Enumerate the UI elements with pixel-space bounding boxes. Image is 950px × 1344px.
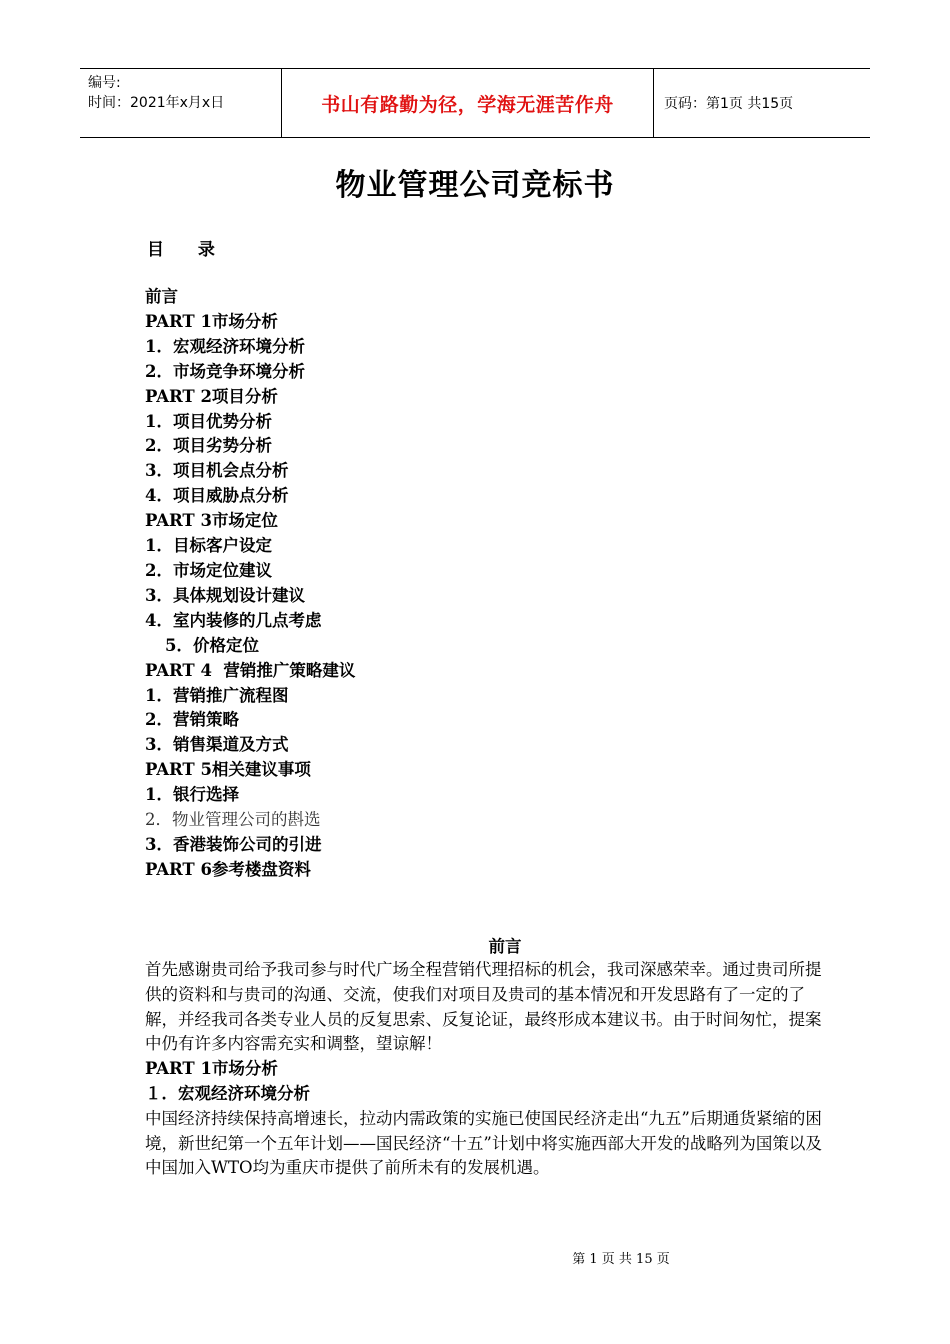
toc-item: 4．室内装修的几点考虑 [145, 610, 322, 630]
section-subheading: １．宏观经济环境分析 [145, 1083, 310, 1103]
toc-item: 前言 [145, 287, 178, 306]
toc-item: 1．银行选择 [145, 785, 239, 805]
page-footer: 第 1 页 共 15 页 [572, 1252, 670, 1267]
toc-item: 3．项目机会点分析 [145, 461, 289, 481]
toc-item: 2．市场定位建议 [145, 560, 272, 580]
toc-item: 1．营销推广流程图 [145, 685, 289, 705]
toc-item: 5．价格定位 [165, 635, 259, 655]
toc-item: 2．物业管理公司的斟选 [145, 810, 321, 830]
toc-item: 2．市场竞争环境分析 [145, 361, 305, 381]
body-text [145, 958, 825, 1181]
motto: 书山有路勤为径，学海无涯苦作舟 [321, 93, 614, 116]
toc-item: 3．具体规划设计建议 [145, 585, 305, 605]
table-of-contents [145, 285, 355, 883]
toc-item: PART 1市场分析 [145, 311, 278, 331]
toc-item: 2．营销策略 [145, 710, 239, 730]
header-page-cell [654, 69, 870, 137]
toc-item: 3．销售渠道及方式 [145, 735, 289, 755]
section-heading: PART 1市场分析 [145, 1059, 278, 1079]
toc-item: 4．项目威胁点分析 [145, 486, 289, 506]
number-label: 编号: [88, 75, 121, 91]
document-title: 物业管理公司竞标书 [335, 168, 615, 203]
page-label: 页码：第1页 共15页 [664, 96, 794, 112]
preface-paragraph: 首先感谢贵司给予我司参与时代广场全程营销代理招标的机会，我司深感荣幸。通过贵司所提供的资料和与贵司的沟通、交流，使我们对项目及贵司的基本情况和开发思路有了一定的了解，并经我司各类专业人员的反复思索、反复论证，最终形成本建议书。由于时间匆忙，提案中仍有许多内容需充实和调整，望谅解！ [145, 960, 822, 1054]
section-paragraph: 中国经济持续保持高增速长，拉动内需政策的实施已使国民经济走出“九五”后期通货紧缩的困境，新世纪第一个五年计划——国民经济“十五”计划中将实施西部大开发的战略列为国策以及中国加入WTO均为重庆市提供了前所未有的发展机遇。 [145, 1108, 822, 1178]
toc-item: 3．香港装饰公司的引进 [145, 834, 322, 854]
toc-item: PART 2项目分析 [145, 386, 278, 406]
header-meta-cell [80, 69, 282, 137]
toc-item: 1．项目优势分析 [145, 411, 272, 431]
date-label: 时间：2021年x月x日 [88, 95, 225, 111]
toc-item: PART 4 营销推广策略建议 [145, 660, 356, 680]
header-motto-cell [282, 69, 654, 137]
toc-heading: 目 录 [147, 240, 229, 260]
preface-title: 前言 [488, 937, 522, 956]
toc-item: PART 3市场定位 [145, 511, 278, 531]
toc-item: PART 5相关建议事项 [145, 760, 311, 780]
toc-item: 1．目标客户设定 [145, 536, 272, 556]
header-table [80, 68, 870, 138]
toc-item: PART 6参考楼盘资料 [145, 859, 311, 879]
toc-item: 2．项目劣势分析 [145, 436, 272, 456]
toc-item: 1．宏观经济环境分析 [145, 336, 305, 356]
